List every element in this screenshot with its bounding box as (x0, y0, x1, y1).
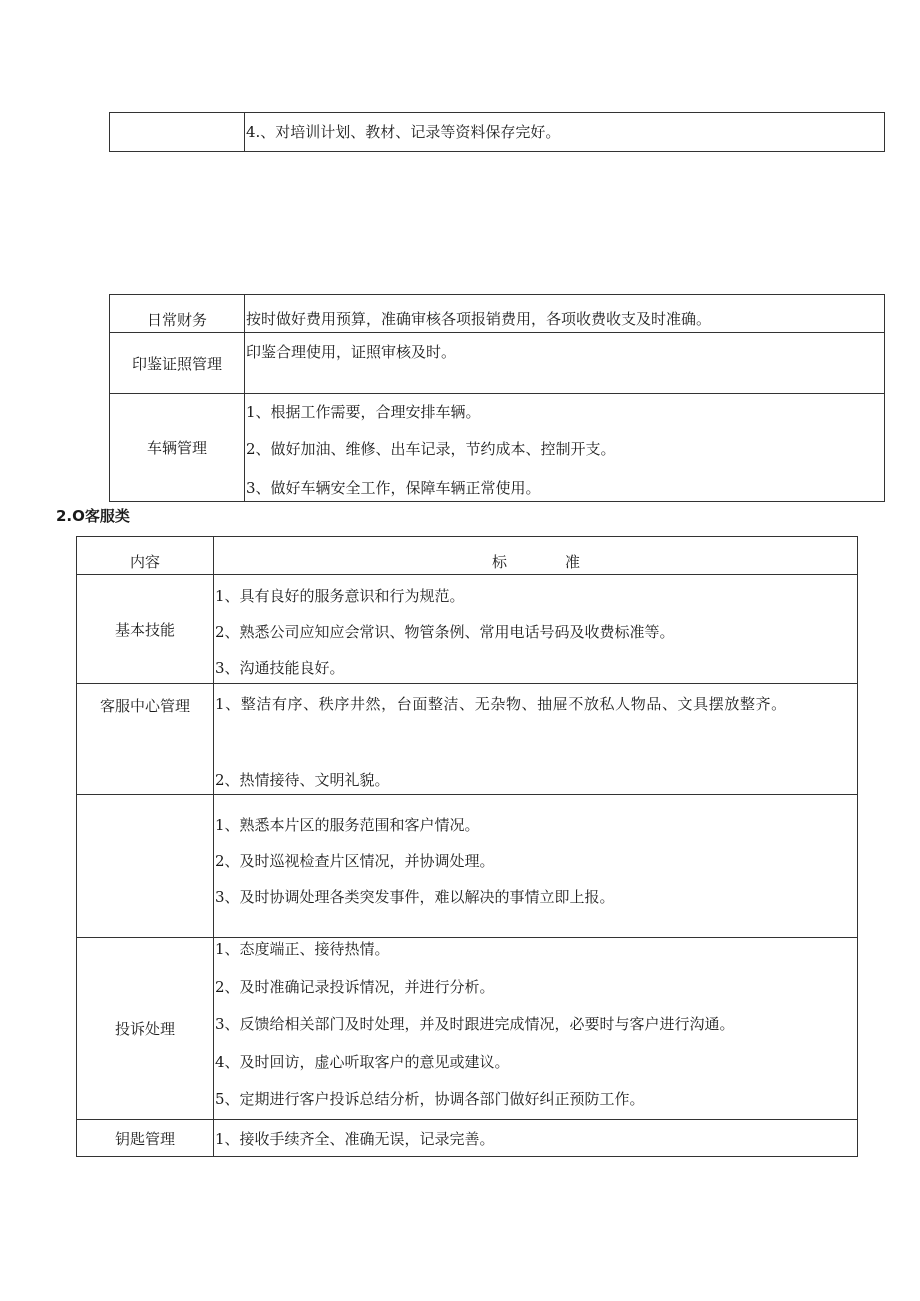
table-row (77, 683, 857, 794)
standard-cell (245, 394, 884, 501)
standard-line: 2、及时巡视检查片区情况，并协调处理。 (215, 852, 495, 870)
table-row (110, 113, 884, 151)
category-cell: 车辆管理 (110, 394, 245, 501)
standard-line: 3、做好车辆安全工作，保障车辆正常使用。 (246, 479, 541, 497)
standard-line: 2、及时准确记录投诉情况，并进行分析。 (215, 978, 495, 996)
category-cell (77, 795, 214, 937)
table-row (110, 332, 884, 393)
table-row (77, 574, 857, 683)
standard-line: 1、具有良好的服务意识和行为规范。 (215, 587, 465, 605)
category-cell: 钥匙管理 (77, 1120, 214, 1156)
standard-line: 印鉴合理使用，证照审核及时。 (246, 343, 457, 361)
standard-cell (214, 1120, 857, 1156)
standard-line: 3、沟通技能良好。 (215, 659, 345, 677)
standard-line: 按时做好费用预算，准确审核各项报销费用，各项收费收支及时准确。 (246, 310, 712, 328)
standard-line: 2、做好加油、维修、出车记录，节约成本、控制开支。 (246, 440, 616, 458)
header-content-cell: 内容 (77, 537, 214, 574)
standard-cell (245, 113, 884, 151)
standard-cell (245, 295, 884, 332)
standard-cell (214, 575, 857, 683)
header-standard-char-1: 标 (491, 553, 507, 571)
service-table (76, 536, 858, 1157)
category-cell: 日常财务 (110, 295, 245, 332)
header-standard-cell (214, 537, 857, 574)
category-cell (110, 113, 245, 151)
standard-line: 1、熟悉本片区的服务范围和客户情况。 (215, 816, 480, 834)
admin-table (109, 294, 885, 502)
training-table (109, 112, 885, 152)
section-heading: 2.O客服类 (56, 507, 130, 525)
table-row (77, 1119, 857, 1156)
standard-line: 1、态度端正、接待热情。 (215, 940, 390, 958)
standard-line: 3、反馈给相关部门及时处理，并及时跟进完成情况，必要时与客户进行沟通。 (215, 1015, 735, 1033)
category-cell: 基本技能 (77, 575, 214, 683)
standard-line: 5、定期进行客户投诉总结分析，协调各部门做好纠正预防工作。 (215, 1090, 645, 1108)
standard-cell (245, 333, 884, 393)
table-header-row (77, 537, 857, 574)
table-row (110, 393, 884, 501)
standard-line: 4、及时回访，虚心听取客户的意见或建议。 (215, 1053, 510, 1071)
standard-line: 3、及时协调处理各类突发事件，难以解决的事情立即上报。 (215, 888, 615, 906)
table-row (77, 937, 857, 1119)
table-row (110, 295, 884, 332)
standard-line: 2、熟悉公司应知应会常识、物管条例、常用电话号码及收费标准等。 (215, 623, 675, 641)
standard-cell (214, 684, 857, 794)
standard-cell (214, 938, 857, 1119)
category-cell: 投诉处理 (77, 938, 214, 1119)
header-standard-char-2: 准 (565, 553, 581, 571)
standard-line: 2、热情接待、文明礼貌。 (215, 771, 390, 789)
standard-line: 4.、对培训计划、教材、记录等资料保存完好。 (246, 123, 561, 141)
table-row (77, 794, 857, 937)
standard-line: 1、整洁有序、秩序井然，台面整洁、无杂物、抽屉不放私人物品、文具摆放整齐。 (215, 695, 787, 713)
standard-cell (214, 795, 857, 937)
category-cell: 印鉴证照管理 (110, 333, 245, 393)
standard-line: 1、接收手续齐全、准确无误，记录完善。 (215, 1130, 495, 1148)
standard-line: 1、根据工作需要，合理安排车辆。 (246, 403, 481, 421)
category-cell: 客服中心管理 (77, 684, 214, 794)
